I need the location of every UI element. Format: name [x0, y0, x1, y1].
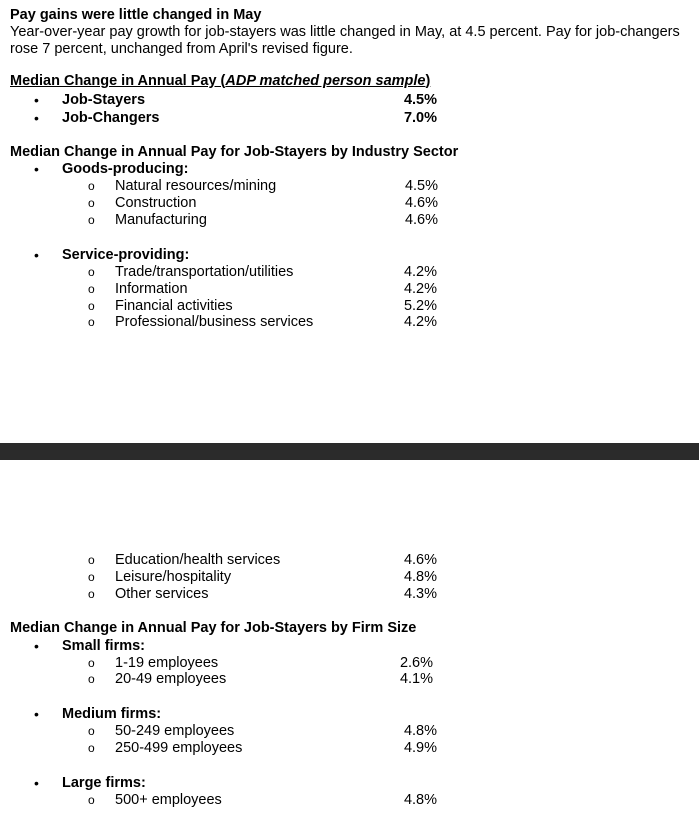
list-item-value: 4.2%: [403, 314, 437, 330]
list-item-value: 4.2%: [403, 281, 437, 297]
list-item-label: Education/health services: [115, 552, 281, 568]
page-break-divider: [0, 443, 699, 460]
list-item-value: 4.5%: [404, 178, 438, 194]
sub-bullet-icon: o: [88, 553, 95, 567]
list-item-label: Professional/business services: [115, 314, 314, 330]
list-item-value: 4.8%: [403, 723, 437, 739]
list-item-label: 50-249 employees: [115, 723, 235, 739]
bullet-icon: •: [34, 706, 39, 722]
bullet-icon: •: [34, 775, 39, 791]
sub-bullet-icon: o: [88, 213, 95, 227]
list-item-label: Construction: [115, 195, 197, 211]
list-item-label: Other services: [115, 586, 209, 602]
job-stayers-label: Job-Stayers: [62, 92, 146, 108]
sub-bullet-icon: o: [88, 299, 95, 313]
sub-bullet-icon: o: [88, 265, 95, 279]
small-firms-label: Small firms:: [62, 638, 145, 654]
list-item-label: Manufacturing: [115, 212, 207, 228]
overall-title-italic: ADP matched person sample: [225, 73, 426, 89]
list-item-label: 500+ employees: [115, 792, 222, 808]
sub-bullet-icon: o: [88, 741, 95, 755]
sub-bullet-icon: o: [88, 282, 95, 296]
list-item-value: 4.8%: [403, 792, 437, 808]
list-item-label: Financial activities: [115, 298, 233, 314]
list-item-label: Natural resources/mining: [115, 178, 277, 194]
large-firms-label: Large firms:: [62, 775, 146, 791]
sub-bullet-icon: o: [88, 672, 95, 686]
sub-bullet-icon: o: [88, 196, 95, 210]
list-item-value: 4.9%: [403, 740, 437, 756]
sub-bullet-icon: o: [88, 793, 95, 807]
list-item-value: 4.8%: [403, 569, 437, 585]
sub-bullet-icon: o: [88, 724, 95, 738]
sub-bullet-icon: o: [88, 315, 95, 329]
firm-size-title: Median Change in Annual Pay for Job-Stayers by Firm Size: [10, 620, 417, 636]
job-changers-label: Job-Changers: [62, 110, 160, 126]
list-item-value: 2.6%: [399, 655, 433, 671]
list-item-value: 4.6%: [404, 212, 438, 228]
sector-title: Median Change in Annual Pay for Job-Stayers by Industry Sector: [10, 144, 459, 160]
list-item-value: 5.2%: [403, 298, 437, 314]
list-item-value: 4.2%: [403, 264, 437, 280]
list-item-label: 250-499 employees: [115, 740, 243, 756]
sub-bullet-icon: o: [88, 587, 95, 601]
sub-bullet-icon: o: [88, 656, 95, 670]
list-item-value: 4.1%: [399, 671, 433, 687]
page-title: Pay gains were little changed in May: [10, 7, 262, 23]
bullet-icon: •: [34, 638, 39, 654]
overall-title-prefix: Median Change in Annual Pay (: [10, 73, 226, 89]
sub-bullet-icon: o: [88, 570, 95, 584]
list-item-label: Trade/transportation/utilities: [115, 264, 294, 280]
list-item-value: 4.6%: [403, 552, 437, 568]
intro-line-2: rose 7 percent, unchanged from April's revised figure.: [10, 41, 353, 57]
list-item-label: 20-49 employees: [115, 671, 227, 687]
goods-producing-label: Goods-producing:: [62, 161, 189, 177]
list-item-label: 1-19 employees: [115, 655, 219, 671]
bullet-icon: •: [34, 110, 39, 126]
service-providing-label: Service-providing:: [62, 247, 190, 263]
job-changers-value: 7.0%: [403, 110, 437, 126]
bullet-icon: •: [34, 247, 39, 263]
bullet-icon: •: [34, 92, 39, 108]
bullet-icon: •: [34, 161, 39, 177]
list-item-label: Information: [115, 281, 188, 297]
job-stayers-value: 4.5%: [403, 92, 437, 108]
list-item-value: 4.6%: [404, 195, 438, 211]
medium-firms-label: Medium firms:: [62, 706, 162, 722]
overall-title-suffix: ): [425, 73, 431, 89]
sub-bullet-icon: o: [88, 179, 95, 193]
list-item-label: Leisure/hospitality: [115, 569, 232, 585]
list-item-value: 4.3%: [403, 586, 437, 602]
intro-line-1: Year-over-year pay growth for job-stayers was little changed in May, at 4.5 percent. Pay for job-changers: [10, 24, 680, 40]
overall-title: [10, 73, 430, 90]
